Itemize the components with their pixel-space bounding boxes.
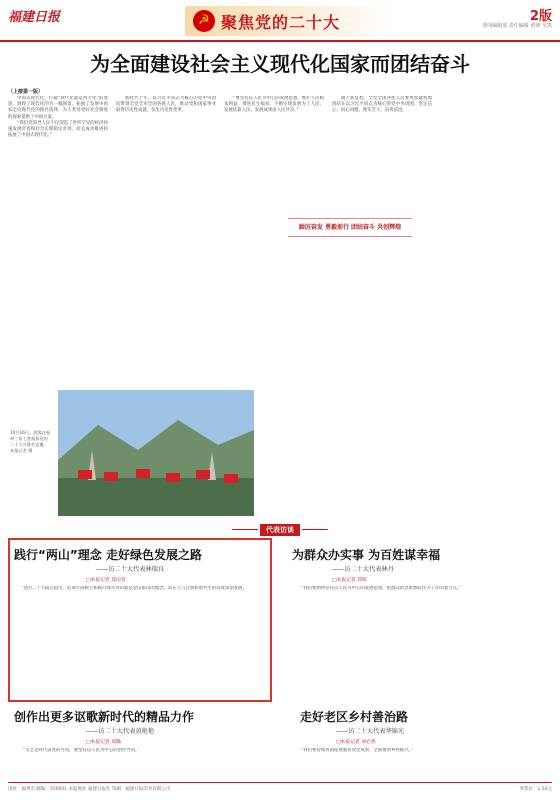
- article-body: [14, 748, 266, 778]
- text-column-3: [224, 96, 324, 206]
- editor-credit: 要闻编辑部 责任编辑 黄锋 吴凯: [482, 23, 552, 29]
- page-headline: 为全面建设社会主义现代化国家而团结奋斗: [90, 52, 470, 76]
- tag-rule-right: [302, 529, 328, 530]
- paragraph: “要坚持以人民为中心的发展思想，维护人民根本利益，增进民生福祉，不断实现发展为了人民、发展依靠人民、发展成果由人民共享。”: [224, 96, 324, 114]
- article-subtitle: ——访二十大代表华锦光: [336, 728, 405, 735]
- article-body: [292, 586, 548, 696]
- photo-caption: 10月16日，游客在福州三坊七巷观看党的二十大开幕会直播。本报记者 摄: [10, 430, 50, 453]
- article-subtitle: ——访二十大代表黄艳艳: [86, 728, 155, 735]
- paragraph: “我们要持续巩固拓展脱贫攻坚成果，全面推进乡村振兴。”: [301, 748, 414, 753]
- section-tag: [232, 524, 328, 536]
- tag-rule-left: [232, 529, 258, 530]
- paragraph: 党的二十大报告指出，必须牢固树立和践行绿水青山就是金山银山的理念，站在人与自然和谐共生的高度谋划发展。: [23, 586, 247, 591]
- paragraph: “我们要始终坚持以人民为中心的发展思想，把群众的急难愁盼作为工作的着力点。”: [301, 586, 462, 591]
- pull-quote: 踔厉奋发 勇毅前行 团结奋斗 共创辉煌: [288, 218, 412, 237]
- paragraph: 踏上新征程，全党全国各族人民要更加紧密地团结在以习近平同志为核心的党中央周围，坚定信心、同心同德，埋头苦干、奋勇前进。: [332, 96, 432, 114]
- paragraph: “文艺是时代前进的号角，要坚持以人民为中心的创作导向。”: [23, 748, 140, 753]
- paragraph: 新时代十年，以习近平同志为核心的党中央团结带领全党全军全国各族人民，推动党和国家事业取得历史性成就、发生历史性变革。: [116, 96, 216, 114]
- footer-price: 零售价：1.50元: [519, 787, 552, 792]
- masthead: [0, 0, 560, 42]
- header-divider: [0, 40, 560, 42]
- text-column-1: [8, 96, 108, 376]
- article-body: [14, 586, 266, 696]
- continuation-note: （上接第一版）: [8, 89, 44, 95]
- footer-imprint: 国址：福州市 邮编：350001 本报地址 福建日报社 印刷：福建日报印务有限公司: [8, 787, 171, 792]
- article-author: □本报记者 刘必然: [336, 740, 376, 745]
- newspaper-logo: 福建日报: [8, 10, 61, 25]
- article-title: 创作出更多讴歌新时代的精品力作: [14, 710, 195, 724]
- page-number: 2版: [529, 9, 552, 24]
- crowd-flags-image: [58, 390, 254, 516]
- section-tag-label: 代表访谈: [260, 524, 300, 536]
- paragraph: “我们党领导人民不仅创造了世所罕见的经济快速发展奇迹和社会长期稳定奇迹，而且成功推进和拓展了中国式现代化。”: [8, 120, 108, 139]
- article-subtitle: ——访二十大代表林瑞良: [96, 566, 165, 573]
- text-column-2: [116, 96, 216, 376]
- paragraph: 中国式现代化，打破“现代化就是西方化”的迷思，展现了现代化的另一幅图景，拓展了发展中国家走向现代化的路径选择，为人类对更好社会制度的探索提供了中国方案。: [8, 96, 108, 120]
- article-author: □本报记者 郑晖: [332, 578, 367, 583]
- party-emblem-icon: ☭: [193, 10, 215, 32]
- banner-title: 聚焦党的二十大: [221, 13, 341, 32]
- footer-divider: [8, 782, 552, 783]
- article-subtitle: ——访二十大代表林丹: [332, 566, 394, 573]
- news-photo: [58, 390, 254, 516]
- article-author: □本报记者 郑雨萱: [86, 578, 126, 583]
- article-title: 践行“两山”理念 走好绿色发展之路: [14, 548, 202, 562]
- article-body: [292, 748, 548, 778]
- article-author: □本报记者 郑璐: [86, 740, 121, 745]
- article-title: 走好老区乡村善治路: [300, 710, 409, 724]
- section-banner: [185, 6, 395, 36]
- article-title: 为群众办实事 为百姓谋幸福: [292, 548, 441, 562]
